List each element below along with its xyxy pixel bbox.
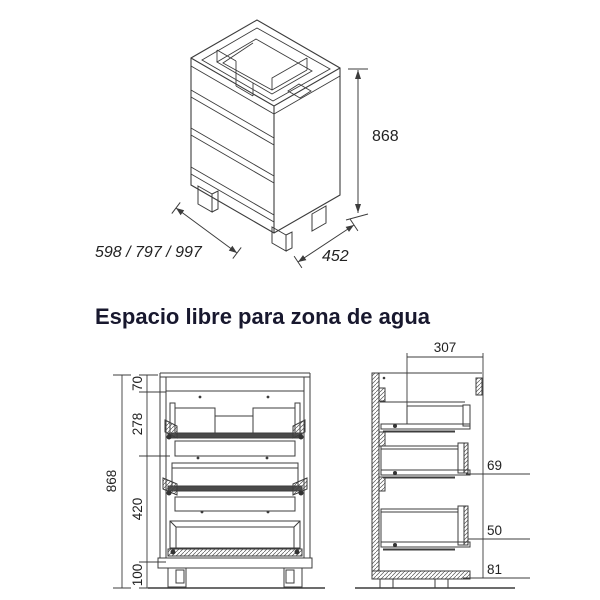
drawer-grooves: [191, 66, 340, 222]
dim-label-depth: 452: [322, 248, 349, 265]
runner-clip-icon: [393, 471, 397, 475]
front-cabinet-outline: [160, 373, 310, 558]
front-top-drawer-water-zone: [165, 403, 305, 456]
dim-label-420: 420: [130, 497, 145, 521]
side-bottom-drawer: [381, 506, 470, 550]
dim-label-69: 69: [487, 458, 503, 473]
wall-runner-blocks: [379, 388, 385, 491]
dim-label-307: 307: [433, 340, 457, 355]
front-middle-drawer: [163, 463, 307, 511]
runner-clip-icon: [393, 543, 397, 547]
page-title: Espacio libre para zona de agua: [95, 304, 430, 329]
dim-label-278: 278: [130, 412, 145, 436]
back-panel-screws: [197, 396, 270, 514]
side-legs: [380, 579, 448, 588]
side-front-rail: [476, 378, 482, 395]
dim-height-868: [346, 69, 399, 220]
side-middle-drawer: [381, 443, 470, 478]
leg-front-middle: [272, 227, 292, 251]
side-section-view: [355, 340, 530, 588]
isometric-view: [95, 20, 399, 268]
arrow-upright-icon: [346, 225, 354, 232]
runner-wheel-icon: [299, 491, 304, 496]
front-bottom-panel: [158, 558, 312, 568]
dim-label-70: 70: [130, 375, 145, 392]
screw-dot: [383, 377, 386, 380]
runner-wheel-icon: [295, 550, 300, 555]
runner-wheel-icon: [299, 435, 304, 440]
drawer-front-band: [175, 441, 295, 456]
runner-rail: [168, 549, 302, 556]
runner-wheel-icon: [167, 491, 172, 496]
dim-label-81: 81: [487, 562, 503, 577]
dim-label-widths: 598 / 797 / 997: [95, 244, 202, 261]
arrow-up-icon: [355, 70, 361, 79]
runner-wheel-icon: [171, 550, 176, 555]
dim-depth-452: [294, 219, 358, 268]
dim-width-598-797-997: [95, 202, 241, 261]
front-section-view: [104, 373, 325, 588]
side-back-wall: [372, 373, 379, 571]
drawer-base-plate: [168, 433, 302, 438]
dim-label-height: 868: [372, 128, 399, 145]
drawer-front-band: [175, 497, 295, 511]
arrow-downright-icon: [229, 246, 237, 253]
dim-label-868-front: 868: [104, 469, 119, 493]
runner-clip-icon: [393, 424, 397, 428]
drawer-base-plate: [168, 486, 302, 491]
dim-label-50: 50: [487, 523, 503, 538]
arrow-down-icon: [355, 204, 361, 213]
dim-label-100: 100: [130, 563, 145, 587]
side-top-drawer: [380, 402, 470, 432]
side-bottom-panel: [372, 571, 470, 579]
cabinet-legs: [198, 186, 326, 251]
cabinet-top-interior: [202, 28, 330, 101]
arrow-downleft-icon: [298, 255, 306, 262]
front-bottom-drawer: [168, 521, 302, 556]
front-legs: [168, 568, 302, 587]
runner-wheel-icon: [167, 435, 172, 440]
arrow-upleft-icon: [176, 208, 184, 215]
cabinet-outline: [191, 20, 340, 233]
